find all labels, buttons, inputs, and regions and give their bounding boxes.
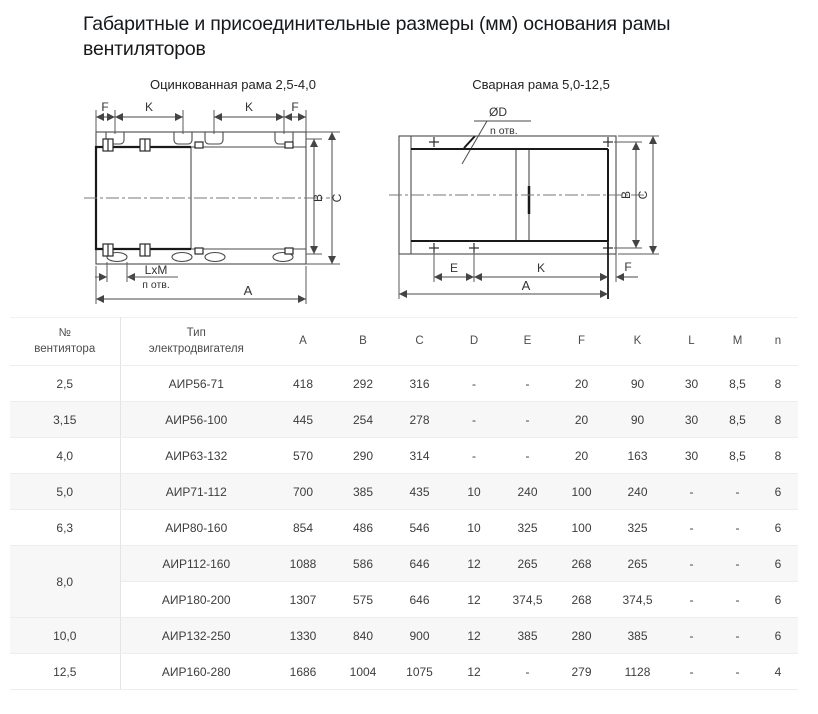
dim-label-holes: п отв.	[142, 278, 170, 291]
dim-value-cell: -	[666, 510, 717, 546]
fan-size-cell: 8,0	[10, 546, 120, 618]
col-header-dim-b: B	[334, 317, 392, 365]
dim-value-cell: 100	[554, 510, 609, 546]
top-dim-extensions	[96, 110, 306, 134]
dim-value-cell: -	[447, 366, 501, 402]
table-row	[10, 654, 798, 690]
page-title: Габаритные и присоединительные размеры (мм) основания рамы вентиляторов	[83, 13, 671, 61]
dim-value-cell: 8	[758, 438, 798, 474]
dim-value-cell: 854	[272, 510, 334, 546]
dim-value-cell: 374,5	[501, 582, 554, 618]
dim-value-cell: 445	[272, 402, 334, 438]
table-row	[10, 582, 798, 618]
dim-label-k-right: K	[244, 99, 254, 114]
dim-value-cell: 6	[758, 510, 798, 546]
dim-value-cell: 265	[609, 546, 666, 582]
dim-value-cell: 435	[392, 474, 447, 510]
col-header-dim-e: E	[501, 317, 554, 365]
dim-value-cell: -	[666, 618, 717, 654]
motor-type-cell: АИР56-71	[120, 366, 272, 402]
table-row	[10, 366, 798, 402]
dim-value-cell: 6	[758, 546, 798, 582]
dim-value-cell: 163	[609, 438, 666, 474]
table-row	[10, 438, 798, 474]
col-header-motor-type	[120, 317, 272, 365]
dim-value-cell: 278	[392, 402, 447, 438]
dimensions-table	[10, 317, 798, 690]
col-header-dim-m: M	[717, 317, 758, 365]
dim-value-cell: -	[501, 438, 554, 474]
fan-size-cell: 4,0	[10, 438, 120, 474]
dim-value-cell: 646	[392, 582, 447, 618]
fan-size-cell: 10,0	[10, 618, 120, 654]
dim-value-cell: 575	[334, 582, 392, 618]
motor-type-cell: АИР180-200	[120, 582, 272, 618]
dim-value-cell: 254	[334, 402, 392, 438]
dim-value-cell: -	[666, 474, 717, 510]
dim-value-cell: 20	[554, 366, 609, 402]
dim-value-cell: 20	[554, 438, 609, 474]
galvanized-frame-block	[78, 77, 358, 309]
dim-label-b: B	[619, 190, 633, 199]
fan-size-cell: 6,3	[10, 510, 120, 546]
dim-value-cell: 316	[392, 366, 447, 402]
dim-value-cell: 90	[609, 366, 666, 402]
dim-value-cell: 486	[334, 510, 392, 546]
dim-value-cell: 100	[554, 474, 609, 510]
dim-value-cell: -	[666, 546, 717, 582]
table-row	[10, 618, 798, 654]
dim-value-cell: 385	[501, 618, 554, 654]
dim-value-cell: 1075	[392, 654, 447, 690]
motor-type-cell: АИР80-160	[120, 510, 272, 546]
dim-value-cell: 280	[554, 618, 609, 654]
drawings-section	[0, 77, 818, 309]
dim-value-cell: 700	[272, 474, 334, 510]
dim-value-cell: 290	[334, 438, 392, 474]
dim-label-b: B	[311, 193, 325, 202]
dim-value-cell: 12	[447, 618, 501, 654]
dim-value-cell: 385	[609, 618, 666, 654]
dim-label-a: A	[521, 277, 531, 293]
dim-value-cell: 586	[334, 546, 392, 582]
dim-value-cell: -	[717, 582, 758, 618]
dim-label-k-left: K	[144, 99, 154, 114]
col-header-dim-d: D	[447, 317, 501, 365]
table-row	[10, 402, 798, 438]
dim-value-cell: -	[447, 402, 501, 438]
col-header-dim-n: n	[758, 317, 798, 365]
dim-value-cell: -	[501, 402, 554, 438]
galvanized-frame-caption: Оцинкованная рама 2,5-4,0	[149, 76, 316, 92]
table-row	[10, 474, 798, 510]
col-header-fan-number	[10, 317, 120, 365]
table-row	[10, 510, 798, 546]
dim-label-e: E	[449, 260, 459, 275]
galvanized-frame-drawing	[78, 94, 358, 309]
dim-value-cell: 374,5	[609, 582, 666, 618]
dim-label-f: F	[624, 259, 632, 274]
dim-value-cell: 1330	[272, 618, 334, 654]
dim-label-n-holes: n отв.	[490, 124, 518, 137]
dim-label-c: C	[636, 190, 650, 200]
dim-value-cell: 646	[392, 546, 447, 582]
dim-value-cell: 8	[758, 366, 798, 402]
motor-type-cell: АИР112-160	[120, 546, 272, 582]
dim-value-cell: 8,5	[717, 402, 758, 438]
dim-value-cell: 314	[392, 438, 447, 474]
dim-value-cell: 10	[447, 474, 501, 510]
welded-frame-block	[386, 77, 686, 309]
dim-label-diameter: ØD	[489, 104, 507, 119]
dim-value-cell: 8,5	[717, 438, 758, 474]
fan-size-cell: 3,15	[10, 402, 120, 438]
dim-value-cell: 546	[392, 510, 447, 546]
bottom-dim-extensions	[399, 241, 616, 299]
dim-label-a: A	[243, 282, 253, 298]
dim-value-cell: -	[666, 582, 717, 618]
dim-value-cell: -	[501, 366, 554, 402]
col-header-dim-f: F	[554, 317, 609, 365]
dim-value-cell: 12	[447, 582, 501, 618]
motor-type-cell: АИР56-100	[120, 402, 272, 438]
dim-value-cell: -	[717, 654, 758, 690]
fan-size-cell: 2,5	[10, 366, 120, 402]
dim-value-cell: 10	[447, 510, 501, 546]
dim-value-cell: 1128	[609, 654, 666, 690]
dim-value-cell: 268	[554, 546, 609, 582]
welded-frame-caption: Сварная рама 5,0-12,5	[472, 76, 610, 92]
dim-value-cell: 20	[554, 402, 609, 438]
dim-label-f-left: F	[101, 99, 109, 114]
col-header-dim-l: L	[666, 317, 717, 365]
dim-value-cell: -	[717, 618, 758, 654]
dim-value-cell: 240	[501, 474, 554, 510]
col-header-dim-c: C	[392, 317, 447, 365]
dim-value-cell: 90	[609, 402, 666, 438]
dim-label-c: C	[330, 193, 344, 203]
header-row	[10, 317, 798, 365]
dim-value-cell: 570	[272, 438, 334, 474]
motor-type-cell: АИР160-280	[120, 654, 272, 690]
dim-value-cell: 385	[334, 474, 392, 510]
fan-size-cell: 12,5	[10, 654, 120, 690]
dim-value-cell: 240	[609, 474, 666, 510]
dim-value-cell: 30	[666, 438, 717, 474]
dim-value-cell: 12	[447, 654, 501, 690]
dim-value-cell: 1307	[272, 582, 334, 618]
col-header-dim-a: A	[272, 317, 334, 365]
callout-leader	[462, 121, 487, 164]
dim-value-cell: 1686	[272, 654, 334, 690]
dim-label-f-right: F	[291, 99, 299, 114]
dim-value-cell: 279	[554, 654, 609, 690]
dim-value-cell: 6	[758, 474, 798, 510]
dim-value-cell: 325	[609, 510, 666, 546]
dim-value-cell: 30	[666, 402, 717, 438]
dim-value-cell: -	[717, 474, 758, 510]
dim-label-k: K	[536, 260, 546, 275]
dim-label-lxm: LxM	[144, 262, 168, 277]
motor-header-line2: электродвигателя	[148, 343, 244, 356]
dim-value-cell: -	[447, 438, 501, 474]
dim-value-cell: 418	[272, 366, 334, 402]
fan-header-line2: вентиятора	[34, 343, 96, 356]
motor-type-cell: АИР63-132	[120, 438, 272, 474]
dim-value-cell: 900	[392, 618, 447, 654]
dim-value-cell: 1088	[272, 546, 334, 582]
dim-value-cell: 8	[758, 402, 798, 438]
dim-value-cell: 12	[447, 546, 501, 582]
dim-value-cell: 325	[501, 510, 554, 546]
dim-value-cell: 265	[501, 546, 554, 582]
dim-value-cell: 292	[334, 366, 392, 402]
dim-value-cell: -	[717, 510, 758, 546]
dim-value-cell: 268	[554, 582, 609, 618]
dim-value-cell: -	[666, 654, 717, 690]
col-header-dim-k: K	[609, 317, 666, 365]
motor-type-cell: АИР71-112	[120, 474, 272, 510]
dim-value-cell: -	[717, 546, 758, 582]
dim-value-cell: -	[501, 654, 554, 690]
dim-value-cell: 8,5	[717, 366, 758, 402]
dim-value-cell: 6	[758, 582, 798, 618]
dim-value-cell: 4	[758, 654, 798, 690]
dim-value-cell: 840	[334, 618, 392, 654]
dim-value-cell: 30	[666, 366, 717, 402]
dim-value-cell: 1004	[334, 654, 392, 690]
callout-slash	[464, 136, 475, 148]
fan-header-line1: №	[58, 326, 71, 339]
welded-frame-drawing	[386, 94, 686, 309]
motor-type-cell: АИР132-250	[120, 618, 272, 654]
table-row	[10, 546, 798, 582]
fan-size-cell: 5,0	[10, 474, 120, 510]
dim-value-cell: 6	[758, 618, 798, 654]
motor-header-line1: Тип	[186, 326, 206, 339]
